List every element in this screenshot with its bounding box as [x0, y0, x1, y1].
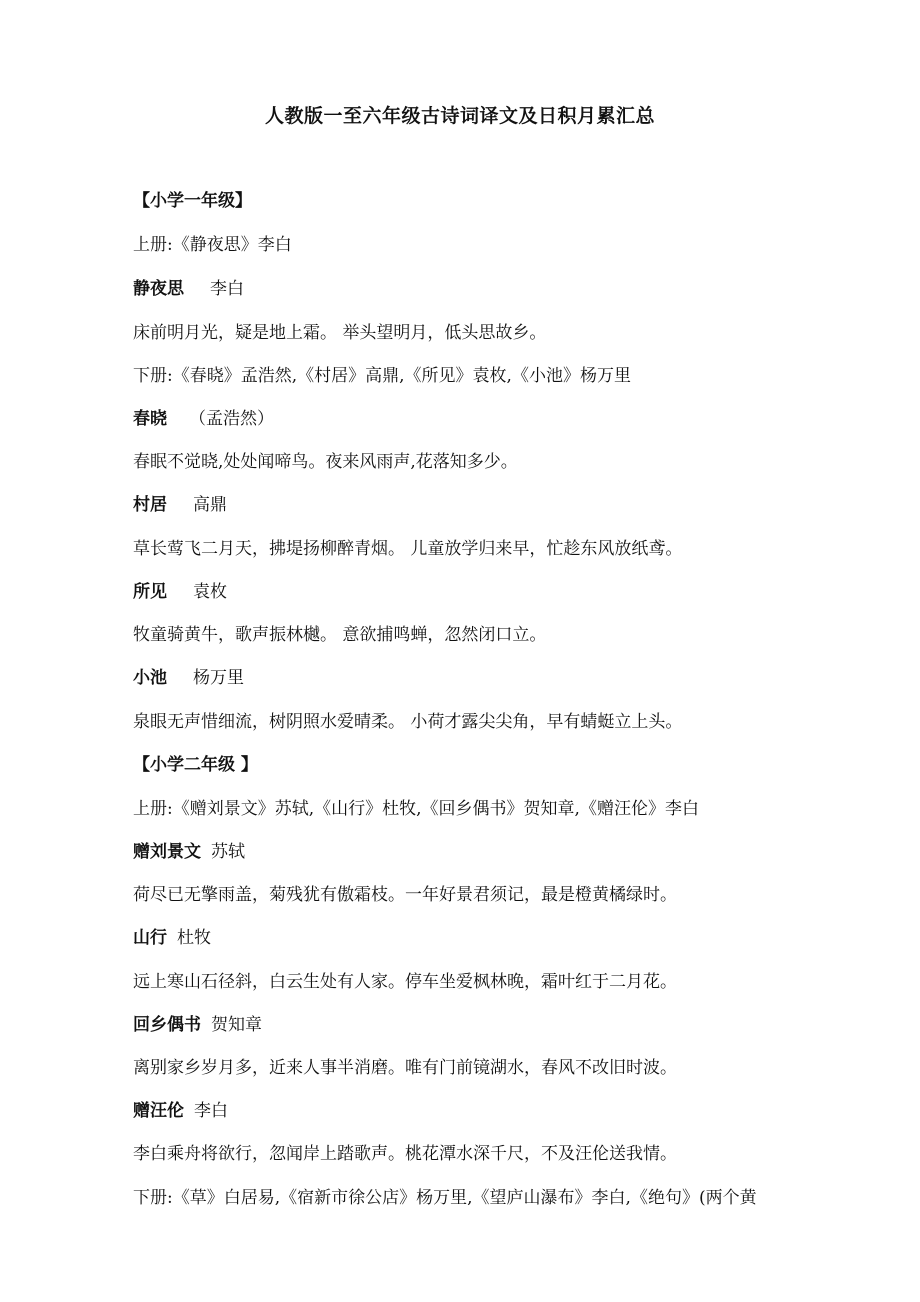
- poem-title: 春晓: [133, 409, 167, 429]
- poem-author: （孟浩然）: [189, 409, 274, 429]
- poem-heading: [133, 407, 274, 431]
- poem-text: 草长莺飞二月天，拂堤扬柳醉青烟。 儿童放学归来早，忙趁东风放纸鸢。: [133, 539, 683, 559]
- poem-heading: [133, 493, 227, 517]
- poem-heading: [133, 1099, 228, 1123]
- grade1-vol2-list: 下册:《春晓》孟浩然,《村居》高鼎,《所见》袁枚,《小池》杨万里: [133, 366, 631, 386]
- poem-title: 山行: [133, 928, 167, 948]
- poem-title: 村居: [133, 495, 167, 515]
- poem-heading: [133, 666, 244, 690]
- poem-author: 袁枚: [193, 582, 227, 602]
- poem-text: 远上寒山石径斜，白云生处有人家。停车坐爱枫林晚，霜叶红于二月花。: [133, 972, 677, 992]
- poem-text: 床前明月光，疑是地上霜。 举头望明月，低头思故乡。: [133, 323, 547, 343]
- poem-title: 所见: [133, 582, 167, 602]
- poem-author: 贺知章: [211, 1015, 262, 1035]
- poem-title: 小池: [133, 668, 167, 688]
- poem-author: 李白: [194, 1101, 228, 1121]
- poem-title: 回乡偶书: [133, 1015, 201, 1035]
- poem-text: 牧童骑黄牛，歌声振林樾。 意欲捕鸣蝉，忽然闭口立。: [133, 625, 547, 645]
- grade2-vol2-list: 下册:《草》白居易,《宿新市徐公店》杨万里,《望庐山瀑布》李白,《绝句》(两个黄: [133, 1188, 757, 1208]
- poem-heading: [133, 580, 227, 604]
- poem-text: 李白乘舟将欲行，忽闻岸上踏歌声。桃花潭水深千尺，不及汪伦送我情。: [133, 1144, 677, 1164]
- poem-title: 赠刘景文: [133, 842, 201, 862]
- poem-author: 苏轼: [211, 842, 245, 862]
- grade2-heading: 【小学二年级 】: [133, 755, 258, 775]
- grade1-vol1-list: 上册:《静夜思》李白: [133, 235, 292, 255]
- poem-title: 静夜思: [133, 279, 184, 299]
- poem-text: 泉眼无声惜细流，树阴照水爱晴柔。 小荷才露尖尖角，早有蜻蜓立上头。: [133, 712, 683, 732]
- grade2-vol1-list: 上册:《赠刘景文》苏轼,《山行》杜牧,《回乡偶书》贺知章,《赠汪伦》李白: [133, 799, 699, 819]
- poem-author: 杜牧: [177, 928, 211, 948]
- poem-heading: [133, 926, 211, 950]
- document-title: 人教版一至六年级古诗词译文及日积月累汇总: [264, 105, 655, 127]
- poem-text: 离别家乡岁月多，近来人事半消磨。唯有门前镜湖水，春风不改旧时波。: [133, 1058, 677, 1078]
- poem-text: 荷尽已无擎雨盖，菊残犹有傲霜枝。一年好景君须记，最是橙黄橘绿时。: [133, 885, 677, 905]
- poem-title: 赠汪伦: [133, 1101, 184, 1121]
- poem-author: 高鼎: [193, 495, 227, 515]
- grade1-heading: 【小学一年级】: [133, 191, 252, 211]
- poem-heading: [133, 840, 245, 864]
- poem-heading: [133, 1013, 262, 1037]
- poem-heading: [133, 277, 244, 301]
- poem-author: 杨万里: [193, 668, 244, 688]
- poem-text: 春眠不觉晓,处处闻啼鸟。夜来风雨声,花落知多少。: [133, 452, 518, 472]
- poem-author: 李白: [210, 279, 244, 299]
